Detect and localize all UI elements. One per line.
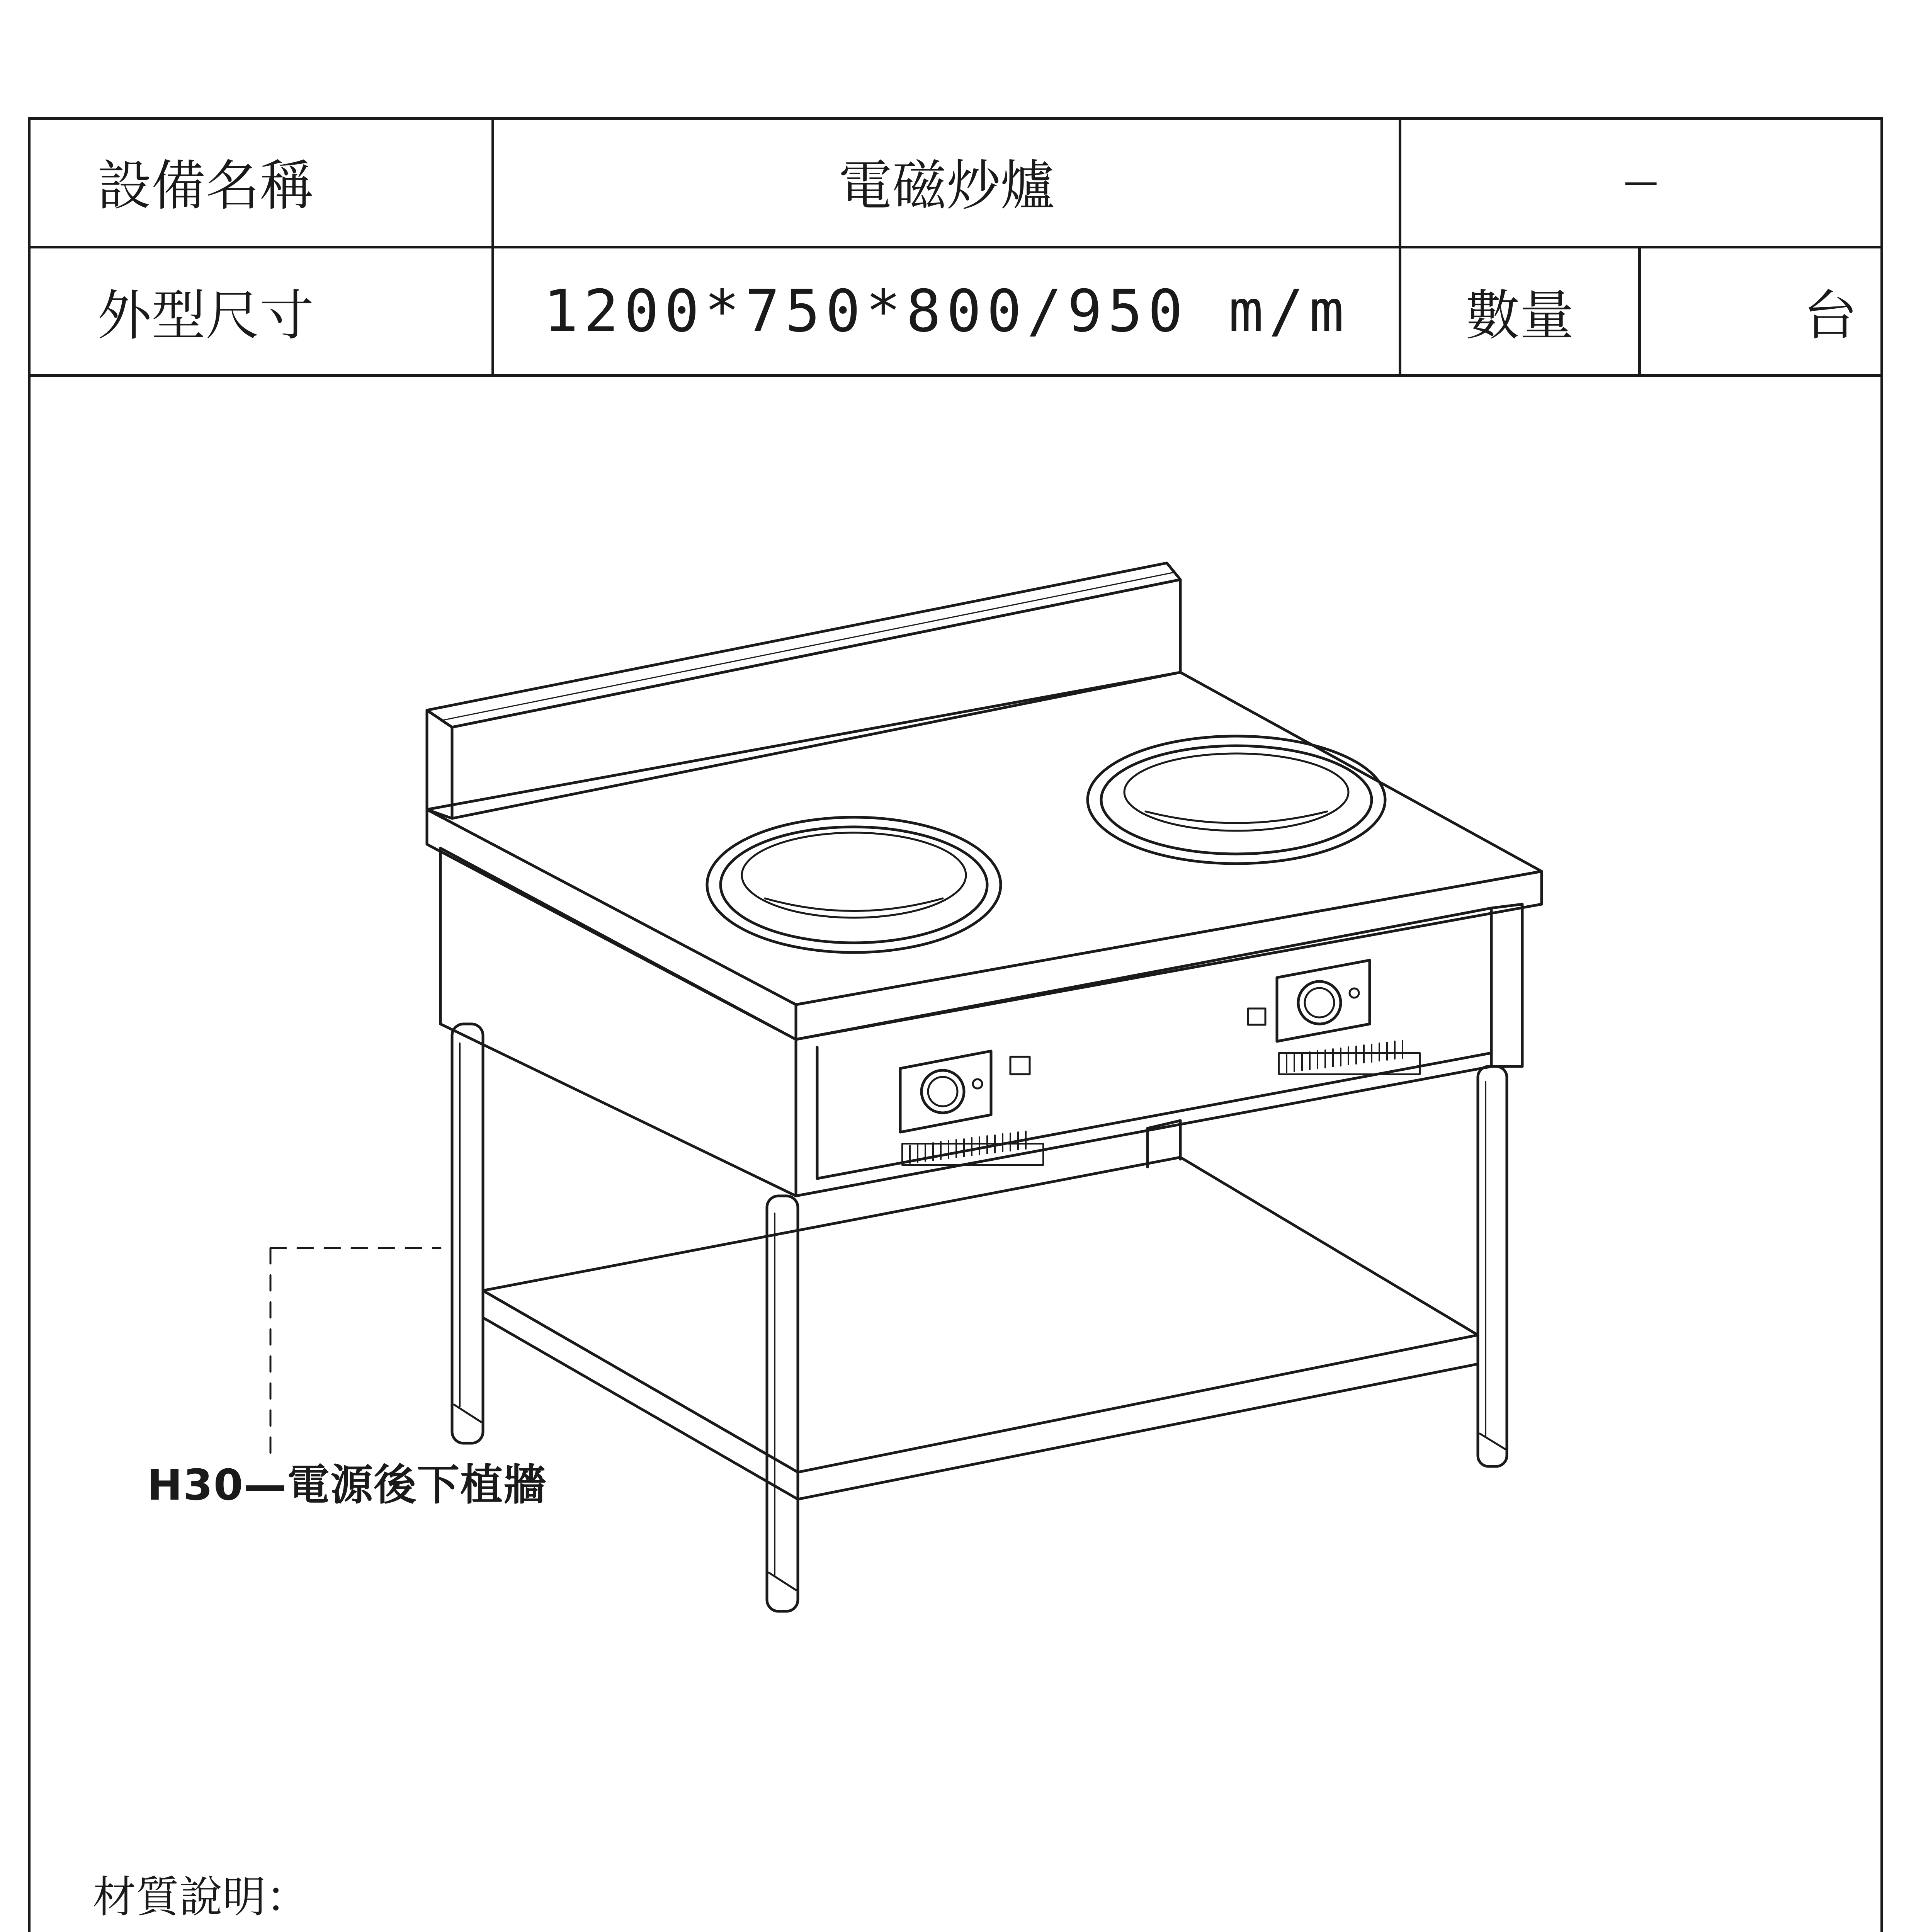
induction-wok-stove-drawing	[31, 377, 1880, 1884]
spec-header-table	[28, 117, 1883, 377]
materials-section	[93, 1862, 1855, 1932]
backsplash	[427, 563, 1180, 818]
col-divider	[1399, 117, 1401, 377]
wall-outlet-note: H30—電源後下植牆	[147, 1460, 547, 1510]
dimension-value: 1200*750*800/950 m/m	[543, 277, 1350, 345]
back-left-leg	[452, 1024, 483, 1443]
equipment-name-label: 設備名稱	[97, 155, 314, 218]
equipment-code: —	[1624, 161, 1658, 202]
materials-title: 材質說明：	[93, 1872, 309, 1922]
quantity-unit: 台	[1803, 284, 1857, 347]
right-control-knob	[1248, 960, 1370, 1041]
wall-outlet-leader	[270, 1248, 440, 1453]
undershelf	[483, 1157, 1478, 1499]
equipment-name-value: 電磁炒爐	[838, 155, 1055, 218]
col-divider	[491, 117, 494, 377]
left-wok-burner	[707, 817, 1001, 952]
row-divider	[28, 374, 1883, 377]
front-right-leg	[1478, 1066, 1507, 1466]
right-wok-burner	[1088, 736, 1385, 864]
left-body-panel	[440, 848, 796, 1196]
quantity-label: 數量	[1465, 284, 1574, 347]
row-divider	[28, 246, 1883, 248]
countertop	[427, 672, 1542, 1039]
col-divider	[1638, 246, 1641, 377]
front-left-leg	[767, 1196, 798, 1611]
dimension-label: 外型尺寸	[97, 284, 314, 347]
left-control-knob	[900, 1051, 1030, 1132]
